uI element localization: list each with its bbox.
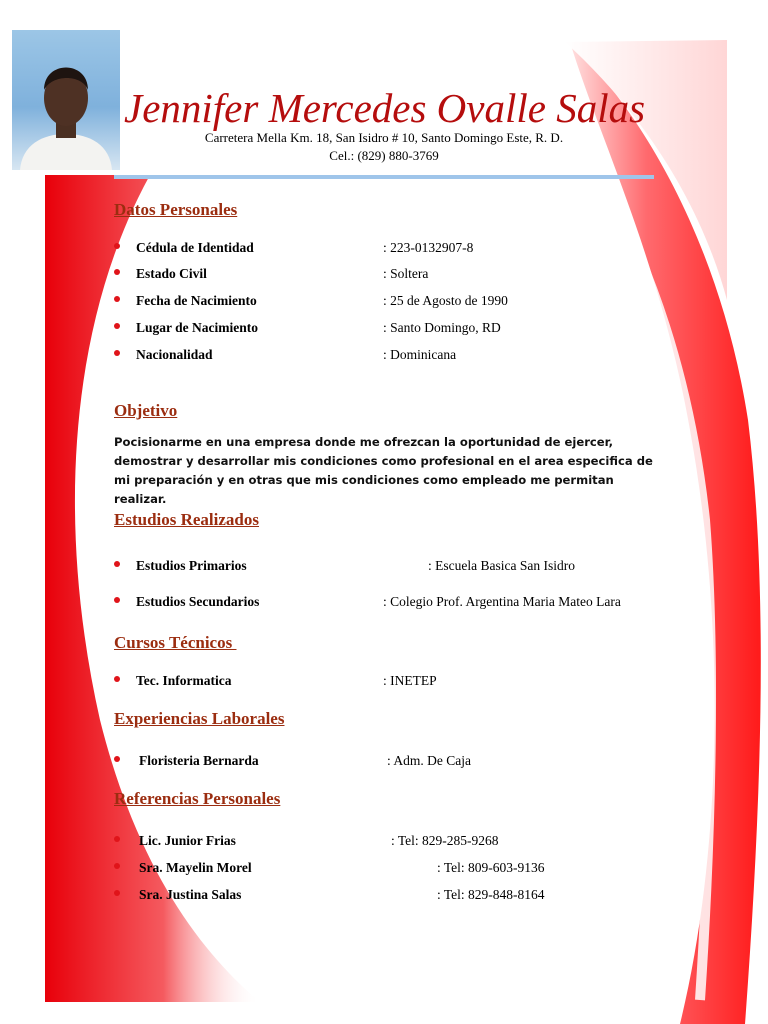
row-label: Cédula de Identidad xyxy=(136,240,254,255)
bullet-icon xyxy=(114,836,120,842)
section-title-cursos-tecnicos: Cursos Técnicos xyxy=(114,633,237,652)
bullet-icon xyxy=(114,890,120,896)
profile-photo xyxy=(12,30,120,170)
row-value: : INETEP xyxy=(383,673,437,688)
row-value: : Tel: 829-848-8164 xyxy=(437,887,545,902)
section-title-objetivo: Objetivo xyxy=(114,401,178,420)
objective-paragraph: Pocisionarme en una empresa donde me ofrezcan la oportunidad de ejercer, demostrar y desarrollar mis condiciones como profesional en el area especifica de mi preparación y en otras que mis condiciones como empleado me permitan realizar. xyxy=(114,435,653,506)
row-label: Floristeria Bernarda xyxy=(139,753,259,768)
bullet-icon xyxy=(114,756,120,762)
row-label: Tec. Informatica xyxy=(136,673,232,688)
row-label: Estudios Primarios xyxy=(136,558,247,573)
row-label: Fecha de Nacimiento xyxy=(136,293,257,308)
section-title-referencias-personales: Referencias Personales xyxy=(114,789,281,808)
bullet-icon xyxy=(114,350,120,356)
contact-address: Carretera Mella Km. 18, San Isidro # 10, Santo Domingo Este, R. D. xyxy=(204,130,564,145)
row-label: Lugar de Nacimiento xyxy=(136,320,258,335)
bullet-icon xyxy=(114,323,120,329)
bullet-icon xyxy=(114,676,120,682)
row-label: Sra. Justina Salas xyxy=(139,887,242,902)
header-divider xyxy=(114,175,654,179)
section-title-datos-personales: Datos Personales xyxy=(114,200,238,219)
bullet-icon xyxy=(114,597,120,603)
bullet-icon xyxy=(114,561,120,567)
row-label: Sra. Mayelin Morel xyxy=(139,860,252,875)
row-value: : Adm. De Caja xyxy=(387,753,471,768)
row-value: : Tel: 829-285-9268 xyxy=(391,833,499,848)
row-value: : 25 de Agosto de 1990 xyxy=(383,293,508,308)
section-title-experiencias-laborales: Experiencias Laborales xyxy=(114,709,285,728)
candidate-name: Jennifer Mercedes Ovalle Salas xyxy=(124,85,646,131)
row-label: Nacionalidad xyxy=(136,347,213,362)
row-label: Lic. Junior Frias xyxy=(139,833,236,848)
section-title-estudios-realizados: Estudios Realizados xyxy=(114,510,259,529)
row-value: : Dominicana xyxy=(383,347,457,362)
bullet-icon xyxy=(114,863,120,869)
row-value: : Escuela Basica San Isidro xyxy=(428,558,575,573)
row-value: : Tel: 809-603-9136 xyxy=(437,860,545,875)
bullet-icon xyxy=(114,296,120,302)
row-value: : Soltera xyxy=(383,266,429,281)
row-value: : 223-0132907-8 xyxy=(383,240,474,255)
row-label: Estudios Secundarios xyxy=(136,594,260,609)
row-value: : Colegio Prof. Argentina Maria Mateo Lara xyxy=(383,594,621,609)
row-label: Estado Civil xyxy=(136,266,207,281)
bullet-icon xyxy=(114,243,120,249)
contact-phone: Cel.: (829) 880-3769 xyxy=(329,148,439,163)
bullet-icon xyxy=(114,269,120,275)
row-value: : Santo Domingo, RD xyxy=(383,320,501,335)
